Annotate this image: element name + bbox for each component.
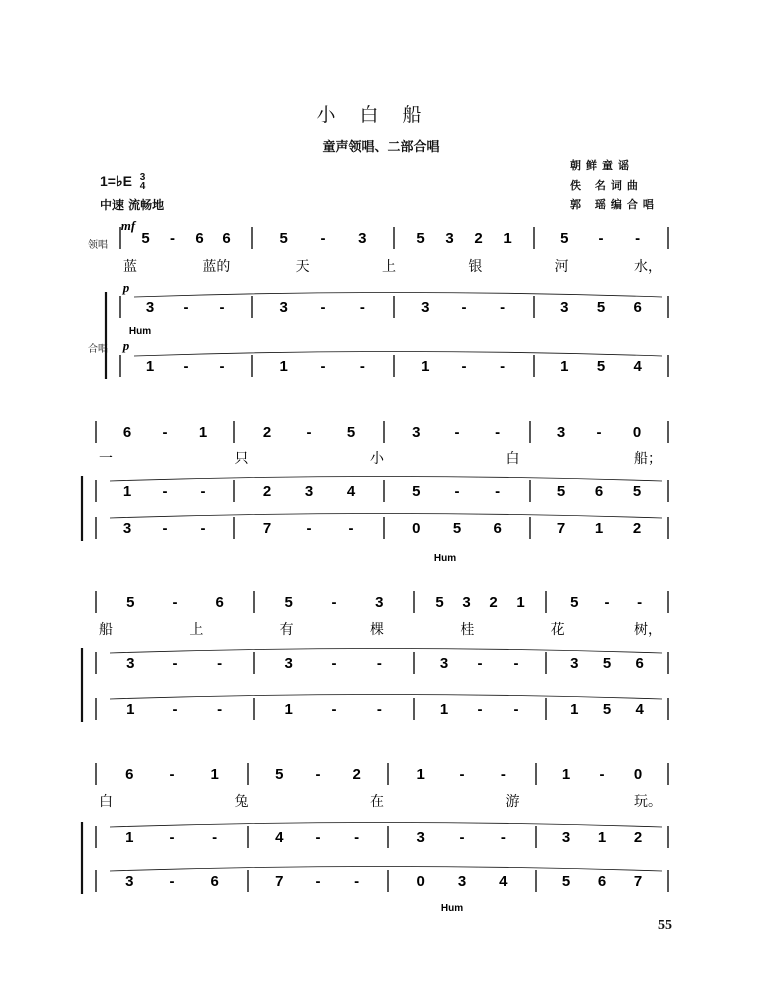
note: -	[477, 655, 483, 672]
note: 3	[445, 230, 454, 247]
lyric: 白	[505, 451, 520, 467]
note: 5	[284, 594, 293, 611]
note: -	[461, 299, 467, 316]
note: 1	[421, 358, 430, 375]
note: -	[172, 701, 178, 718]
note: 5	[346, 424, 356, 441]
note: 3	[122, 520, 132, 537]
note: -	[500, 358, 506, 375]
note: 3	[284, 655, 293, 672]
note: 6	[633, 299, 642, 316]
slur	[110, 695, 662, 700]
dynamic-p-upper: p	[122, 280, 130, 295]
credit-arranger: 郭 瑶编合唱	[570, 198, 659, 211]
note: 4	[635, 701, 644, 718]
note: -	[315, 829, 321, 846]
note: 1	[516, 594, 525, 611]
note: 5	[275, 766, 284, 783]
note: -	[217, 655, 223, 672]
note: -	[320, 230, 326, 247]
note: 6	[125, 766, 134, 783]
note: -	[454, 483, 460, 500]
note: -	[354, 873, 360, 890]
note: 5	[452, 520, 462, 537]
note: 3	[462, 594, 471, 611]
note: 6	[594, 483, 604, 500]
note: -	[500, 299, 506, 316]
note: 2	[262, 483, 272, 500]
note: -	[461, 358, 467, 375]
note: 2	[633, 829, 643, 846]
lyric: 上	[189, 622, 204, 638]
lyric: 河	[554, 259, 569, 275]
note: -	[604, 594, 610, 611]
lyric: 有	[279, 622, 294, 638]
note: 1	[126, 701, 135, 718]
note: 5	[632, 483, 642, 500]
note: 3	[416, 829, 425, 846]
note: -	[513, 655, 519, 672]
slur	[110, 514, 662, 519]
note: -	[513, 701, 519, 718]
note: 3	[375, 594, 384, 611]
note: 6	[215, 594, 224, 611]
slur	[110, 867, 662, 872]
note: 5	[435, 594, 444, 611]
note: -	[454, 424, 460, 441]
note: 3	[125, 873, 134, 890]
note: 7	[633, 873, 643, 890]
lyric: 花	[550, 622, 565, 638]
lyric: 玩。	[634, 794, 662, 810]
lyric: 棵	[370, 622, 384, 638]
note: 5	[126, 594, 135, 611]
note: -	[169, 873, 175, 890]
note: 0	[633, 766, 643, 783]
note: -	[331, 655, 337, 672]
note: -	[320, 358, 326, 375]
note: -	[477, 701, 483, 718]
page-title: 小白船	[316, 104, 446, 126]
note: -	[459, 766, 465, 783]
note: -	[212, 829, 218, 846]
note: 3	[412, 424, 421, 441]
note: 6	[597, 873, 607, 890]
note: -	[315, 873, 321, 890]
note: -	[376, 655, 382, 672]
note: -	[172, 594, 178, 611]
note: -	[219, 358, 225, 375]
lyric: 蓝	[123, 259, 137, 275]
note: 0	[412, 520, 421, 537]
lyric: 在	[370, 794, 384, 810]
lyric: 只	[234, 451, 249, 467]
note: 6	[493, 520, 502, 537]
note: -	[354, 829, 360, 846]
note: 6	[222, 230, 231, 247]
note: 6	[635, 655, 644, 672]
note: 5	[279, 230, 288, 247]
note: -	[217, 701, 223, 718]
slur	[134, 293, 662, 298]
note: 1	[145, 358, 155, 375]
note: 1	[416, 766, 425, 783]
credit-author: 佚 名词曲	[570, 179, 643, 192]
note: -	[200, 483, 206, 500]
lyric: 上	[382, 259, 396, 275]
note: 0	[632, 424, 642, 441]
note: -	[376, 701, 382, 718]
note: 1	[597, 829, 607, 846]
slur	[110, 477, 662, 482]
note: -	[169, 829, 175, 846]
dynamic-mf: mf	[120, 218, 136, 233]
lyric: 树，	[634, 622, 662, 638]
note: -	[200, 520, 206, 537]
note: 6	[122, 424, 132, 441]
lyric: 水，	[634, 259, 662, 275]
note: 5	[560, 230, 569, 247]
note: 3	[556, 424, 566, 441]
note: 1	[561, 766, 571, 783]
note: 2	[262, 424, 272, 441]
note: 1	[122, 483, 132, 500]
note: 5	[556, 483, 566, 500]
note: -	[500, 766, 506, 783]
note: 7	[275, 873, 284, 890]
lyric: 小	[370, 451, 384, 467]
note: -	[359, 299, 365, 316]
note: 5	[412, 483, 421, 500]
note: -	[320, 299, 326, 316]
lyric: 桂	[460, 622, 475, 638]
lyric: 蓝的	[202, 259, 231, 275]
note: -	[459, 829, 465, 846]
note: 3	[279, 299, 288, 316]
slur	[110, 649, 662, 654]
lyric: 白	[99, 794, 113, 810]
note: 7	[556, 520, 566, 537]
note: 3	[439, 655, 449, 672]
note: -	[219, 299, 225, 316]
lyric: 兔	[234, 794, 249, 810]
note: 1	[279, 358, 288, 375]
note: -	[162, 520, 168, 537]
note: 3	[570, 655, 579, 672]
note: 1	[570, 701, 579, 718]
key-label: 1=♭E	[100, 173, 132, 189]
note: 5	[141, 230, 150, 247]
note: -	[162, 483, 168, 500]
note: 5	[602, 701, 612, 718]
note: -	[172, 655, 178, 672]
note: -	[331, 594, 337, 611]
note: 1	[284, 701, 293, 718]
part-label-chorus: 合唱	[88, 344, 108, 355]
lyric: 船；	[634, 451, 662, 467]
note: 2	[489, 594, 498, 611]
note: 3	[560, 299, 569, 316]
note: 5	[561, 873, 571, 890]
slur	[110, 823, 662, 828]
note: 6	[195, 230, 204, 247]
note: 3	[304, 483, 314, 500]
note: 3	[421, 299, 430, 316]
note: -	[596, 424, 602, 441]
note: 5	[570, 594, 579, 611]
note: 1	[503, 230, 512, 247]
lyric: 银	[468, 259, 483, 275]
note: 1	[125, 829, 134, 846]
lyric: 一	[99, 451, 113, 467]
note: -	[348, 520, 354, 537]
subtitle: 童声领唱、二部合唱	[322, 140, 440, 155]
note: -	[598, 230, 604, 247]
score-systems	[82, 218, 668, 914]
note: 7	[262, 520, 272, 537]
note: 0	[416, 873, 425, 890]
note: 5	[596, 358, 606, 375]
note: -	[170, 230, 175, 247]
note: 4	[633, 358, 642, 375]
note: -	[183, 299, 189, 316]
note: 3	[561, 829, 571, 846]
note: 5	[596, 299, 606, 316]
note: 1	[198, 424, 208, 441]
note: -	[500, 829, 506, 846]
note: -	[635, 230, 641, 247]
time-sig-bottom: 4	[139, 181, 146, 193]
note: -	[162, 424, 168, 441]
note: -	[169, 766, 175, 783]
note: 2	[474, 230, 483, 247]
note: -	[359, 358, 365, 375]
note: 6	[210, 873, 219, 890]
note: -	[306, 520, 312, 537]
note: 2	[632, 520, 642, 537]
note: 1	[594, 520, 604, 537]
note: -	[183, 358, 189, 375]
note: -	[331, 701, 337, 718]
credit-origin: 朝鲜童谣	[570, 159, 634, 172]
note: 1	[439, 701, 449, 718]
note: -	[495, 424, 501, 441]
note: 1	[560, 358, 569, 375]
note: 4	[499, 873, 508, 890]
note: -	[315, 766, 321, 783]
page-number: 55	[658, 918, 672, 933]
time-sig-top: 3	[139, 172, 146, 184]
note: 3	[358, 230, 367, 247]
note: -	[599, 766, 605, 783]
note: 1	[210, 766, 219, 783]
note: 4	[346, 483, 356, 500]
note: 3	[126, 655, 135, 672]
note: 5	[602, 655, 612, 672]
note: 2	[352, 766, 361, 783]
note: -	[637, 594, 643, 611]
dynamic-p-lower: p	[122, 338, 130, 353]
note: 5	[416, 230, 425, 247]
note: 3	[145, 299, 155, 316]
tempo-marking: 中速 流畅地	[100, 198, 165, 212]
lyric: 游	[505, 794, 520, 810]
note: 3	[457, 873, 467, 890]
hum-label: Hum	[433, 553, 457, 564]
hum-label: Hum	[128, 326, 152, 337]
hum-label: Hum	[440, 903, 464, 914]
note: 4	[275, 829, 284, 846]
lyric: 天	[295, 259, 310, 275]
part-label-lead: 领唱	[88, 240, 108, 251]
note: -	[495, 483, 501, 500]
lyric: 船	[99, 622, 113, 638]
slur	[134, 352, 662, 357]
note: -	[306, 424, 312, 441]
